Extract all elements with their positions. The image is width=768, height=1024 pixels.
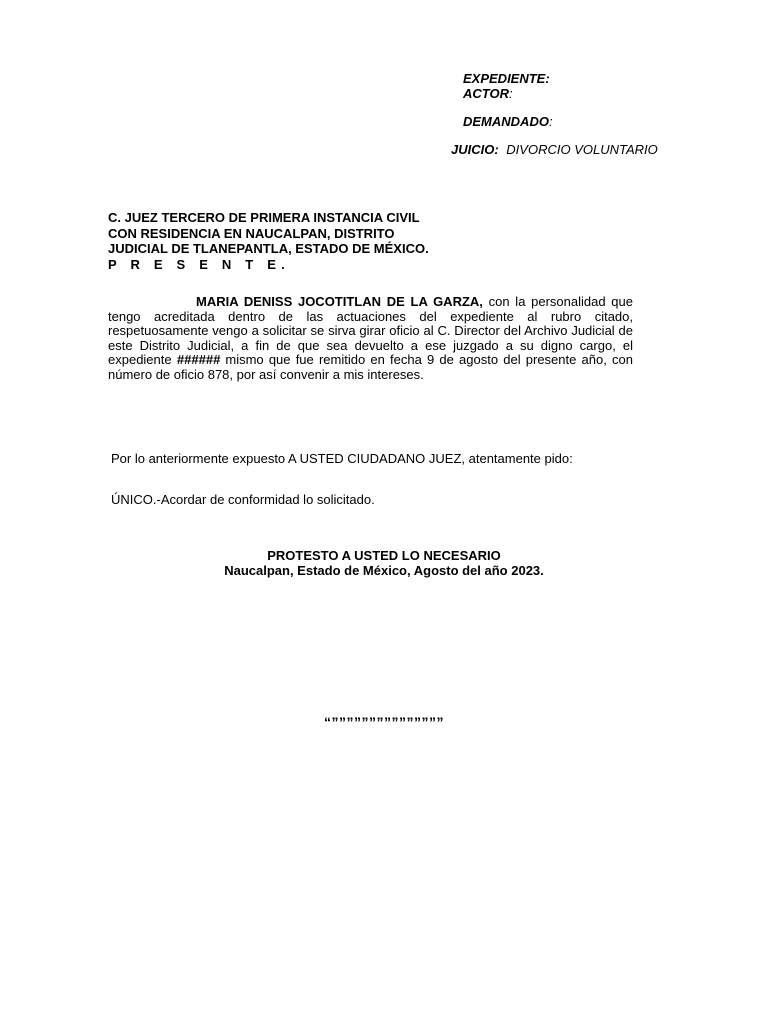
demandado-line bbox=[463, 114, 553, 129]
unico-line: ÚNICO.-Acordar de conformidad lo solicitado. bbox=[111, 492, 375, 507]
protesto-block bbox=[0, 548, 768, 578]
request-line: Por lo anteriormente expuesto A USTED CIUDADANO JUEZ, atentamente pido: bbox=[111, 451, 573, 466]
protesto-line-1: PROTESTO A USTED LO NECESARIO bbox=[267, 548, 501, 563]
juicio-value: DIVORCIO VOLUNTARIO bbox=[506, 142, 658, 157]
closing-mark: “””””””””””””””” bbox=[324, 714, 444, 730]
juicio-label: JUICIO: bbox=[451, 142, 499, 157]
actor-line bbox=[463, 86, 513, 101]
actor-label: ACTOR bbox=[463, 86, 509, 101]
expediente-line bbox=[463, 71, 550, 86]
addressee-line-1: C. JUEZ TERCERO DE PRIMERA INSTANCIA CIVIL bbox=[108, 210, 420, 225]
petitioner-name: MARIA DENISS JOCOTITLAN DE LA GARZA, bbox=[196, 294, 483, 309]
expediente-number: ###### bbox=[176, 352, 221, 367]
expediente-label: EXPEDIENTE: bbox=[463, 71, 550, 86]
protesto-line-2: Naucalpan, Estado de México, Agosto del año 2023. bbox=[224, 563, 544, 578]
addressee-line-3: JUDICIAL DE TLANEPANTLA, ESTADO DE MÉXICO. bbox=[108, 241, 429, 256]
addressee-block bbox=[108, 210, 429, 272]
presente-line: P R E S E N T E. bbox=[108, 256, 290, 272]
body-text-part-1: con la personalidad que tengo acreditada dentro de las actuaciones del expediente al rubro citado, respetuosamente vengo a solicitar se sirva girar oficio al C. Director del Archivo Judicial de este Distrito Judicial, a fin de que sea devuelto a ese juzgado a su digno cargo, el expediente bbox=[108, 294, 633, 367]
demandado-label: DEMANDADO bbox=[463, 114, 549, 129]
body-text-part-2: mismo que fue remitido en fecha 9 de agosto del presente año, con número de oficio 878, por así convenir a mis intereses. bbox=[108, 352, 633, 382]
body-paragraph bbox=[108, 295, 633, 382]
juicio-line bbox=[451, 142, 658, 157]
addressee-line-2: CON RESIDENCIA EN NAUCALPAN, DISTRITO bbox=[108, 225, 395, 241]
demandado-colon: : bbox=[548, 114, 553, 129]
actor-colon: : bbox=[508, 86, 513, 101]
